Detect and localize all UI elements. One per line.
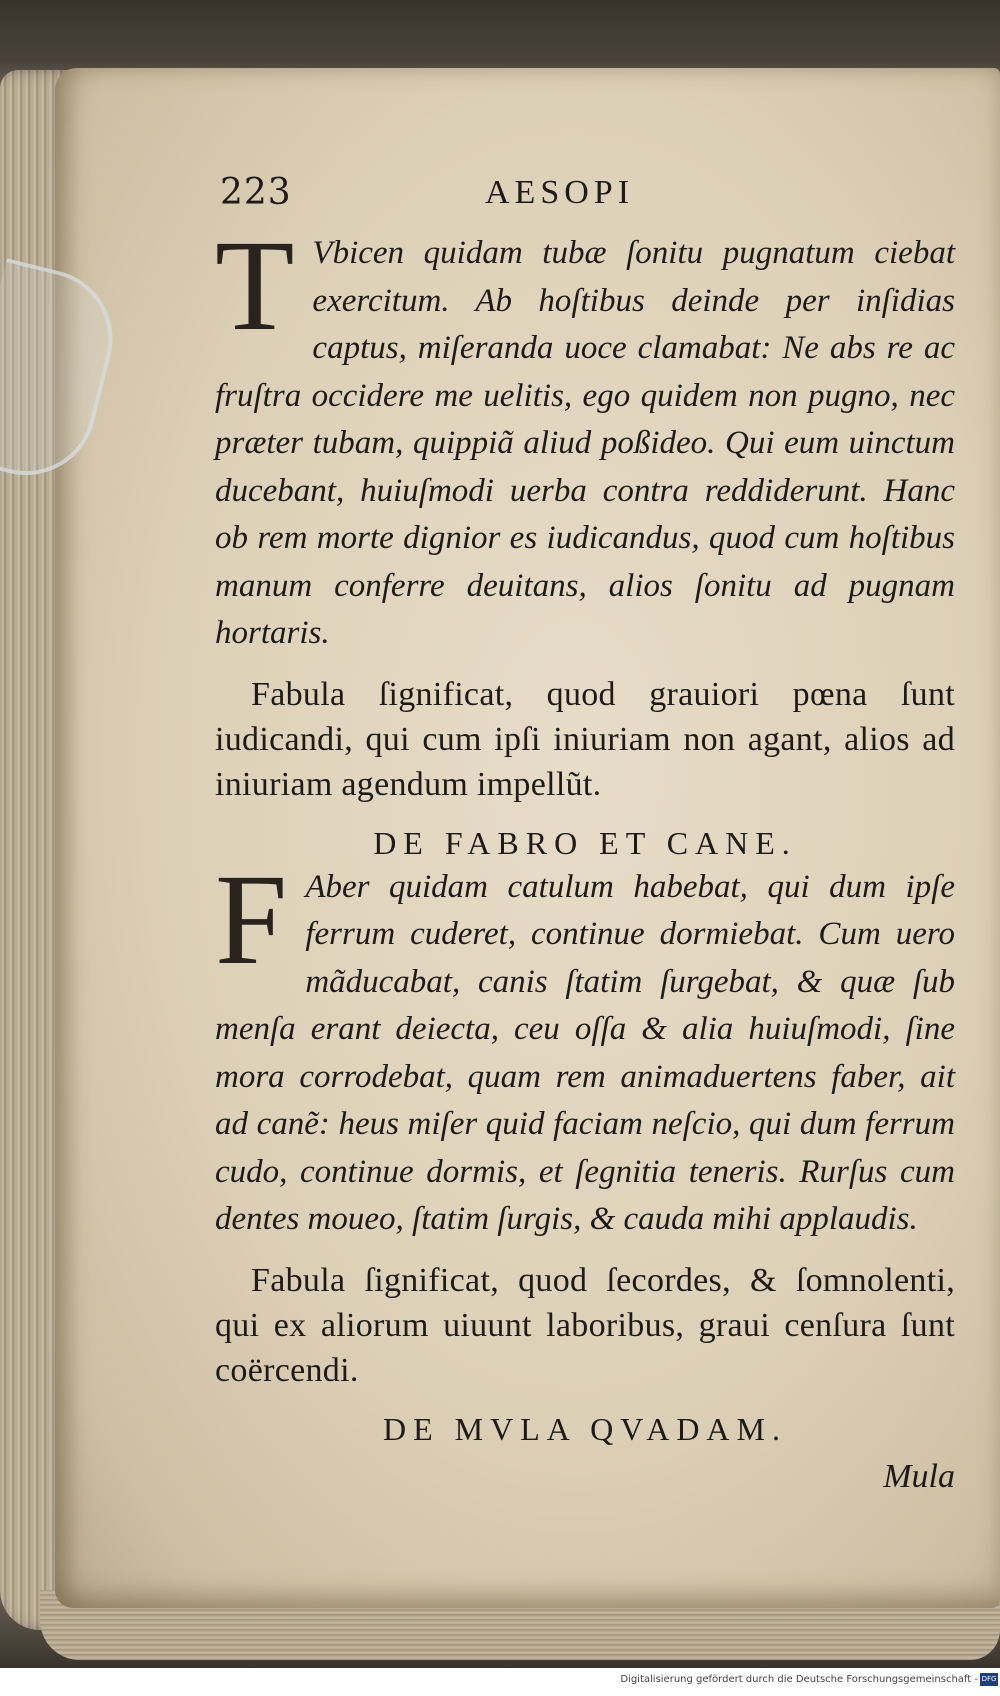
running-title: AESOPI [485,174,635,211]
fable-smith-dog [215,825,955,1393]
fable-text: Aber quidam catulum habebat, qui dum ipſe ferrum cuderet, continue dormiebat. Cum uero mãducabat, canis ſtatim ſurgebat, & quæ ſub menſa erant deiecta, ceu oſſa & alia huiuſmodi, ſine mora corrodebat, quam rem animaduertens faber, ait ad canẽ: heus miſer quid faciam neſcio, qui dum ferrum cudo, continue dormis, et ſegnitia teneris. Rurſus cum dentes moueo, ſtatim ſurgis, & cauda mihi applaudis. [215,868,955,1237]
footer-bar [0,1668,1000,1696]
drop-capital: F [215,847,288,992]
page-header [215,160,955,230]
fable-title: DE MVLA QVADAM. [383,1410,787,1447]
page-text [215,160,955,1496]
drop-capital: T [215,214,295,358]
fable-moral: Fabula ſignificat, quod grauiori pœna ſunt iudicandi, qui cum ipſi iniuriam non agant, alios ad iniuriam agendum impellũt. [215,675,955,803]
fable-moral: Fabula ſignificat, quod ſecordes, & ſomnolenti, qui ex aliorum uiuunt laboribus, graui cenſura ſunt coërcendi. [215,1261,955,1389]
catchword: Mula [883,1457,955,1495]
page-number: 223 [220,172,292,213]
fable-trumpeter [215,214,955,807]
fable-text: Vbicen quidam tubæ ſonitu pugnatum ciebat exercitum. Ab hoſtibus deinde per inſidias captus, miſeranda uoce clamabat: Ne abs re ac fruſtra occidere me uelitis, ego quidem non pugno, nec præter tubam, quippiã aliud poßideo. Qui eum uinctum ducebant, huiuſmodi uerba contra reddiderunt. Hanc ob rem morte dignior es iudicandus, quod cum hoſtibus manum conferre deuitans, alios ſonitu ad pugnam hortaris. [215,235,955,651]
dfg-logo: DFG [980,1673,998,1686]
footer-credit: Digitalisierung gefördert durch die Deutsche Forschungsgemeinschaft - [620,1674,978,1685]
fable-title: DE FABRO ET CANE. [373,824,797,861]
